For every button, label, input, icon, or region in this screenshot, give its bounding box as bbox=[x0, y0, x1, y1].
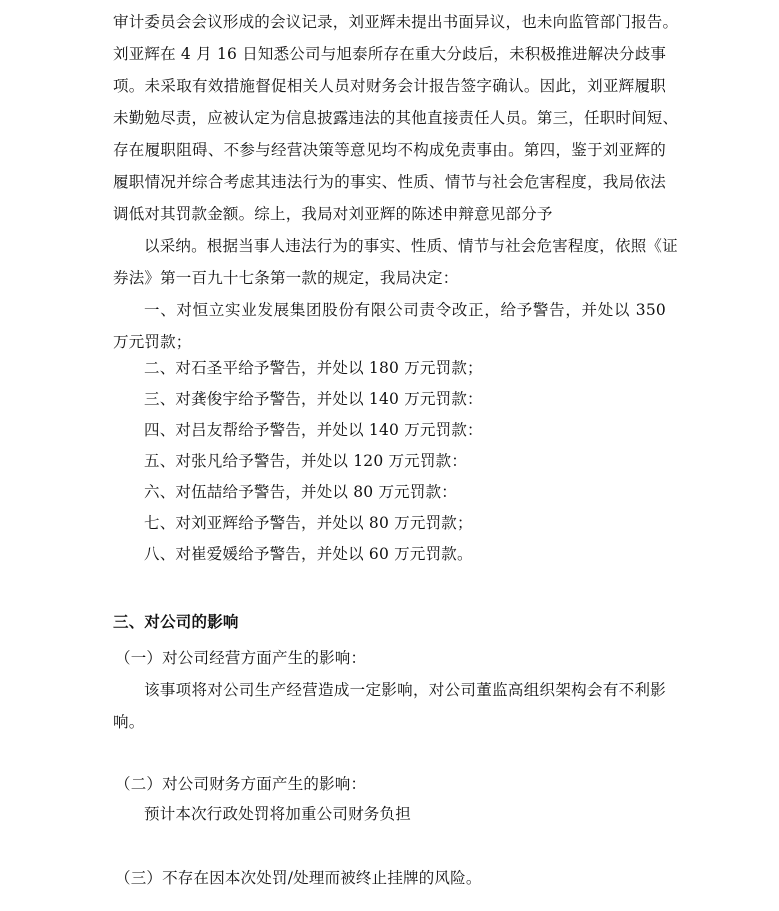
penalty-item-1: 一、对恒立实业发展集团股份有限公司责令改正，给予警告，并处以 350 bbox=[144, 301, 666, 319]
subsection-title-delisting-risk: （三）不存在因本次处罚/处理而被终止挂牌的风险。 bbox=[115, 869, 482, 887]
decision-intro-line: 券法》第一百九十七条第一款的规定，我局决定： bbox=[113, 269, 459, 287]
penalty-item-8: 八、对崔爱媛给予警告，并处以 60 万元罚款。 bbox=[144, 545, 473, 563]
paragraph-line: 调低对其罚款金额。综上，我局对刘亚辉的陈述申辩意见部分予 bbox=[113, 205, 553, 223]
penalty-item-4: 四、对吕友帮给予警告，并处以 140 万元罚款： bbox=[144, 421, 483, 439]
penalty-item-1-cont: 万元罚款； bbox=[113, 333, 192, 351]
section-heading: 三、对公司的影响 bbox=[113, 613, 239, 631]
subsection-body-line: 响。 bbox=[113, 713, 145, 731]
subsection-body-line: 该事项将对公司生产经营造成一定影响，对公司董监高组织架构会有不利影 bbox=[144, 681, 666, 699]
penalty-item-2: 二、对石圣平给予警告，并处以 180 万元罚款； bbox=[144, 359, 483, 377]
paragraph-line: 未勤勉尽责，应被认定为信息披露违法的其他直接责任人员。第三，任职时间短、 bbox=[113, 109, 679, 127]
paragraph-line: 项。未采取有效措施督促相关人员对财务会计报告签字确认。因此，刘亚辉履职 bbox=[113, 77, 666, 95]
paragraph-line: 刘亚辉在 4 月 16 日知悉公司与旭泰所存在重大分歧后，未积极推进解决分歧事 bbox=[113, 45, 667, 63]
penalty-item-7: 七、对刘亚辉给予警告，并处以 80 万元罚款； bbox=[144, 514, 473, 532]
penalty-item-3: 三、对龚俊宇给予警告，并处以 140 万元罚款： bbox=[144, 390, 483, 408]
subsection-title-finance: （二）对公司财务方面产生的影响： bbox=[115, 775, 367, 793]
paragraph-line: 审计委员会会议形成的会议记录，刘亚辉未提出书面异议，也未向监管部门报告。 bbox=[113, 13, 679, 31]
paragraph-line: 存在履职阻碍、不参与经营决策等意见均不构成免责事由。第四，鉴于刘亚辉的 bbox=[113, 141, 666, 159]
penalty-item-6: 六、对伍喆给予警告，并处以 80 万元罚款： bbox=[144, 483, 457, 501]
subsection-title-operations: （一）对公司经营方面产生的影响： bbox=[115, 649, 367, 667]
paragraph-line: 履职情况并综合考虑其违法行为的事实、性质、情节与社会危害程度，我局依法 bbox=[113, 173, 666, 191]
decision-intro-line: 以采纳。根据当事人违法行为的事实、性质、情节与社会危害程度，依照《证 bbox=[144, 237, 678, 255]
subsection-body: 预计本次行政处罚将加重公司财务负担 bbox=[144, 805, 411, 823]
penalty-item-5: 五、对张凡给予警告，并处以 120 万元罚款： bbox=[144, 452, 468, 470]
